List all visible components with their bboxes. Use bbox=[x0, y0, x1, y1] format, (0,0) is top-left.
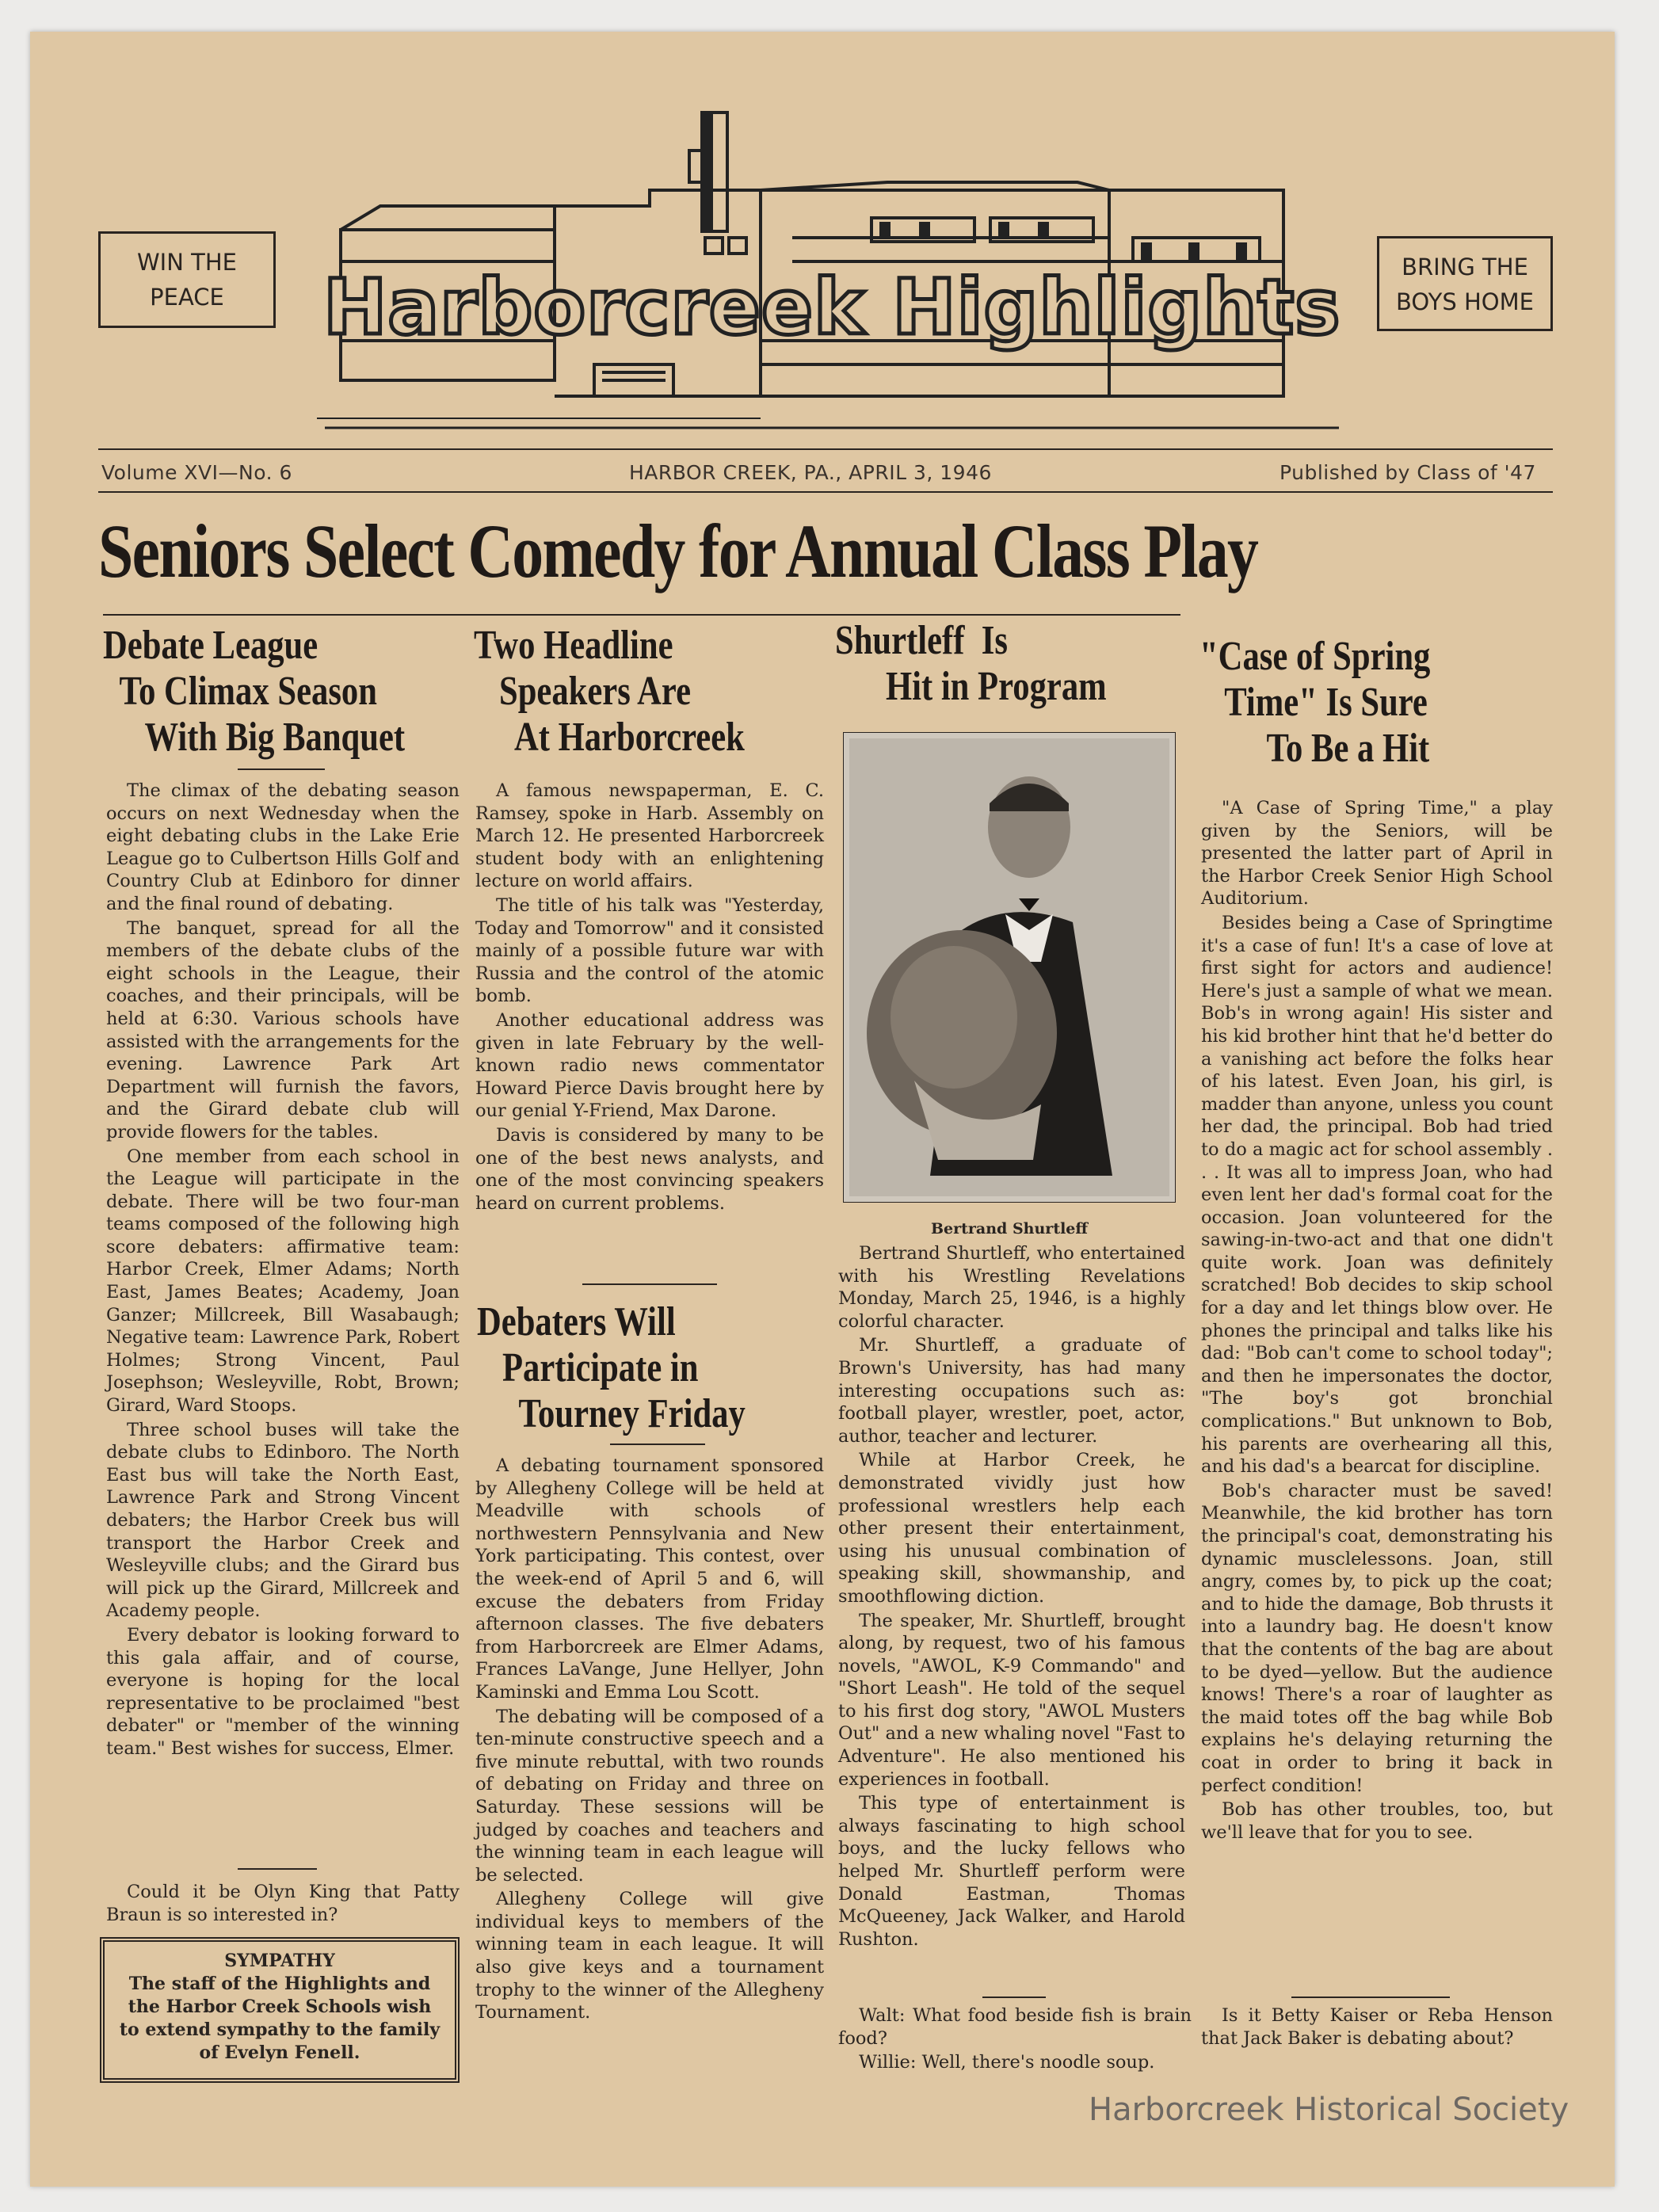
col1-filler bbox=[106, 1881, 460, 1926]
col2-paragraph: Davis is considered by many to be one of the best news analysts, and one of the most convincing speakers heard on current problems. bbox=[475, 1124, 824, 1214]
col3-article bbox=[838, 1242, 1185, 1951]
sympathy-box bbox=[100, 1937, 460, 2083]
sympathy-text: The staff of the Highlights and the Harbor Creek Schools wish to extend sympathy to the family of Evelyn Fenell. bbox=[119, 1974, 440, 2063]
col3-joke bbox=[838, 2004, 1192, 2074]
col1-paragraph: One member from each school in the League will participate in the debate. There will be two four-man teams composed of the following high score debaters: affirmative team: Harbor Creek, Elmer Adams; North East, James Beates; Academy, Joan Ganzer; Millcreek, Bill Wasabaugh; Negative team: Lawrence Park, Robert Holmes; Strong Vincent, Paul Josephson; Wesleyville, Robt, Brown; Girard, Ward Stoops. bbox=[106, 1146, 460, 1417]
col4-paragraph: Bob has other troubles, too, but we'll leave that for you to see. bbox=[1201, 1799, 1553, 1843]
col2-article bbox=[475, 780, 824, 1215]
col4-paragraph: Bob's character must be saved! Meanwhile, the kid brother has torn the principal's coat, demonstrating his dynamic musclelessons. Joan, still angry, comes by, to pick up the coat; and to hide the damage, Bob thrusts it into a laundry bag. He doesn't know that the contents of the bag are about to be dyed—yellow. But the audience knows! There's a roar of laughter as the maid totes off the bag while Bob explains he's delaying returning the coat in order to bring it back in perfect condition! bbox=[1201, 1480, 1553, 1796]
col2-headline2-rule bbox=[610, 1444, 705, 1445]
col2-paragraph: Another educational address was given in late February by the well-known radio news commentator Howard Pierce Davis brought here by our genial Y-Friend, Max Darone. bbox=[475, 1009, 824, 1122]
col1-paragraph: The banquet, spread for all the members of the debate clubs of the eight schools in the League, their coaches, and their principals, will be held at 6:30. Various schools have assisted with the arrangements for the evening. Lawrence Park Art Department will furnish the favors, and the Girard debate club will provide flowers for the tables. bbox=[106, 917, 460, 1142]
col1-filler-rule bbox=[238, 1868, 317, 1870]
col1-paragraph: Every debator is looking forward to this gala affair, and of course, everyone is hoping for the local representative to be proclaimed "best debater" or "member of the winning team." Best wishes for success, Elmer. bbox=[106, 1624, 460, 1759]
joke-question: Walt: What food beside fish is brain food? bbox=[838, 2005, 1192, 2049]
col2-paragraph: Allegheny College will give individual keys to members of the winning team in each league. It will also give keys and a tournament trophy to the winner of the Allegheny Tournament. bbox=[475, 1889, 824, 2023]
col3-paragraph: While at Harbor Creek, he demonstrated vividly just how professional wrestlers help each other present their entertainment, using his unusual combination of speaking skill, showmanship, and smoothflowing diction. bbox=[838, 1450, 1185, 1607]
dateline-top-rule bbox=[98, 448, 1553, 450]
col2-paragraph: A debating tournament sponsored by Allegheny College will be held at Meadville with schools of northwestern Pennsylvania and New York participating. This contest, over the week-end of April 5 and 6, will excuse the debaters from Friday afternoon classes. The five debaters from Harborcreek are Elmer Adams, Frances LaVange, June Hellyer, John Kaminski and Emma Lou Scott. bbox=[475, 1455, 824, 1703]
col4-filler-rule bbox=[1291, 1997, 1450, 1998]
photo-caption: Bertrand Shurtleff bbox=[930, 1220, 1088, 1238]
sympathy-title: SYMPATHY bbox=[224, 1951, 335, 1971]
col4-paragraph: Besides being a Case of Springtime it's a case of fun! It's a case of love at first sight for actors and audience! Here's just a sample of what we mean. Bob's in wrong again! His sister and his kid brother hint that he'd better do a vanishing act before the folks hear of his latest. Even Joan, his girl, is madder than anyone, unless you count her dad, the principal. Bob had tried to do a magic act for school assembly . . . It was all to impress Joan, who had even lent her dad's formal coat for the occasion. Joan volunteered for the sawing-in-two-act and that one didn't quite work. Joan was definitely scratched! Bob decides to skip school for a day and let things blow over. He phones the principal and talks like his dad: "Bob can't come to school today"; and then he impersonates the doctor, "The boy's got bronchial complications." But unknown to Bob, his parents are overhearing all this, and his dad's a bearcat for discipline. bbox=[1201, 912, 1553, 1478]
bertrand-shurtleff-photo bbox=[843, 732, 1176, 1203]
filler-question: Could it be Olyn King that Patty Braun is so interested in? bbox=[106, 1882, 460, 1925]
win-the-peace-box: WIN THE PEACE bbox=[98, 231, 276, 328]
publisher: Published by Class of '47 bbox=[1280, 461, 1536, 484]
place-date: HARBOR CREEK, PA., APRIL 3, 1946 bbox=[629, 461, 992, 484]
dateline-bottom-rule bbox=[98, 491, 1553, 493]
volume-number: Volume XVI—No. 6 bbox=[101, 461, 292, 484]
banner-headline: Seniors Select Comedy for Annual Class Play bbox=[98, 509, 1258, 593]
col2-paragraph: The title of his talk was "Yesterday, Today and Tomorrow" and it consisted mainly of a possible future war with Russia and the control of the atomic bomb. bbox=[475, 894, 824, 1007]
filler-question: Is it Betty Kaiser or Reba Henson that Jack Baker is debating about? bbox=[1201, 2005, 1553, 2049]
col2-headline: Two Headline Speakers Are At Harborcreek bbox=[474, 623, 745, 760]
col3-paragraph: Mr. Shurtleff, a graduate of Brown's University, has had many interesting occupations such as: football player, wrestler, poet, actor, author, teacher and lecturer. bbox=[838, 1335, 1185, 1447]
watermark: Harborcreek Historical Society bbox=[1089, 2092, 1569, 2128]
col2-headline-2: Debaters Will Participate in Tourney Friday bbox=[477, 1299, 746, 1436]
col1-article bbox=[106, 780, 460, 1760]
col2-divider-rule bbox=[582, 1283, 717, 1285]
col4-article bbox=[1201, 797, 1553, 1844]
col3-headline: Shurtleff Is Hit in Program bbox=[835, 618, 1107, 709]
col3-paragraph: Bertrand Shurtleff, who entertained with his Wrestling Revelations Monday, March 25, 1946, is a highly colorful character. bbox=[838, 1243, 1185, 1332]
col4-headline: "Case of Spring Time" Is Sure To Be a Hit bbox=[1199, 634, 1431, 771]
col3-paragraph: The speaker, Mr. Shurtleff, brought along, by request, two of his famous novels, "AWOL, K-9 Commando" and "Short Leash". He told of the sequel to his first dog story, "AWOL Musters Out" and a new whaling novel "Fast to Adventure". He also mentioned his experiences in football. bbox=[838, 1610, 1185, 1790]
joke-answer: Willie: Well, there's noodle soup. bbox=[859, 2052, 1155, 2073]
banner-rule bbox=[103, 614, 1180, 616]
col2-paragraph: A famous newspaperman, E. C. Ramsey, spoke in Harb. Assembly on March 12. He presented Harborcreek student body with an enlightening lecture on world affairs. bbox=[475, 780, 824, 892]
col4-paragraph: "A Case of Spring Time," a play given by the Seniors, will be presented the latter part of April in the Harbor Creek Senior High School Auditorium. bbox=[1201, 798, 1553, 910]
col1-paragraph: The climax of the debating season occurs on next Wednesday when the eight debating clubs in the Lake Erie League go to Culbertson Hills Golf and Country Club at Edinboro for dinner and the final round of debating. bbox=[106, 780, 460, 914]
col1-headline-rule bbox=[238, 768, 325, 770]
col4-filler bbox=[1201, 2004, 1553, 2050]
bring-the-boys-home-box: BRING THE BOYS HOME bbox=[1377, 236, 1553, 331]
col1-paragraph: Three school buses will take the debate clubs to Edinboro. The North East bus will take the North East, Lawrence Park and Strong Vincent debaters; the Harbor Creek bus will transport the Harbor Creek and Wesleyville clubs; and the Girard bus will pick up the Girard, Millcreek and Academy people. bbox=[106, 1419, 460, 1622]
masthead-title: Harborcreek Highlights bbox=[323, 263, 1341, 352]
col2-paragraph: The debating will be composed of a ten-minute constructive speech and a five minute rebuttal, with two rounds of debating on Friday and three on Saturday. These sessions will be judged by coaches and teachers and the winning team in each league will be selected. bbox=[475, 1706, 824, 1886]
col3-paragraph: This type of entertainment is always fascinating to high school boys, and the lucky fellows who helped Mr. Shurtleff perform were Donald Eastman, Thomas McQueeney, Jack Walker, and Harold Rushton. bbox=[838, 1793, 1185, 1950]
col3-joke-rule bbox=[982, 1997, 1046, 1998]
col2-article-2 bbox=[475, 1455, 824, 2024]
col1-headline: Debate League To Climax Season With Big Banquet bbox=[103, 623, 406, 760]
